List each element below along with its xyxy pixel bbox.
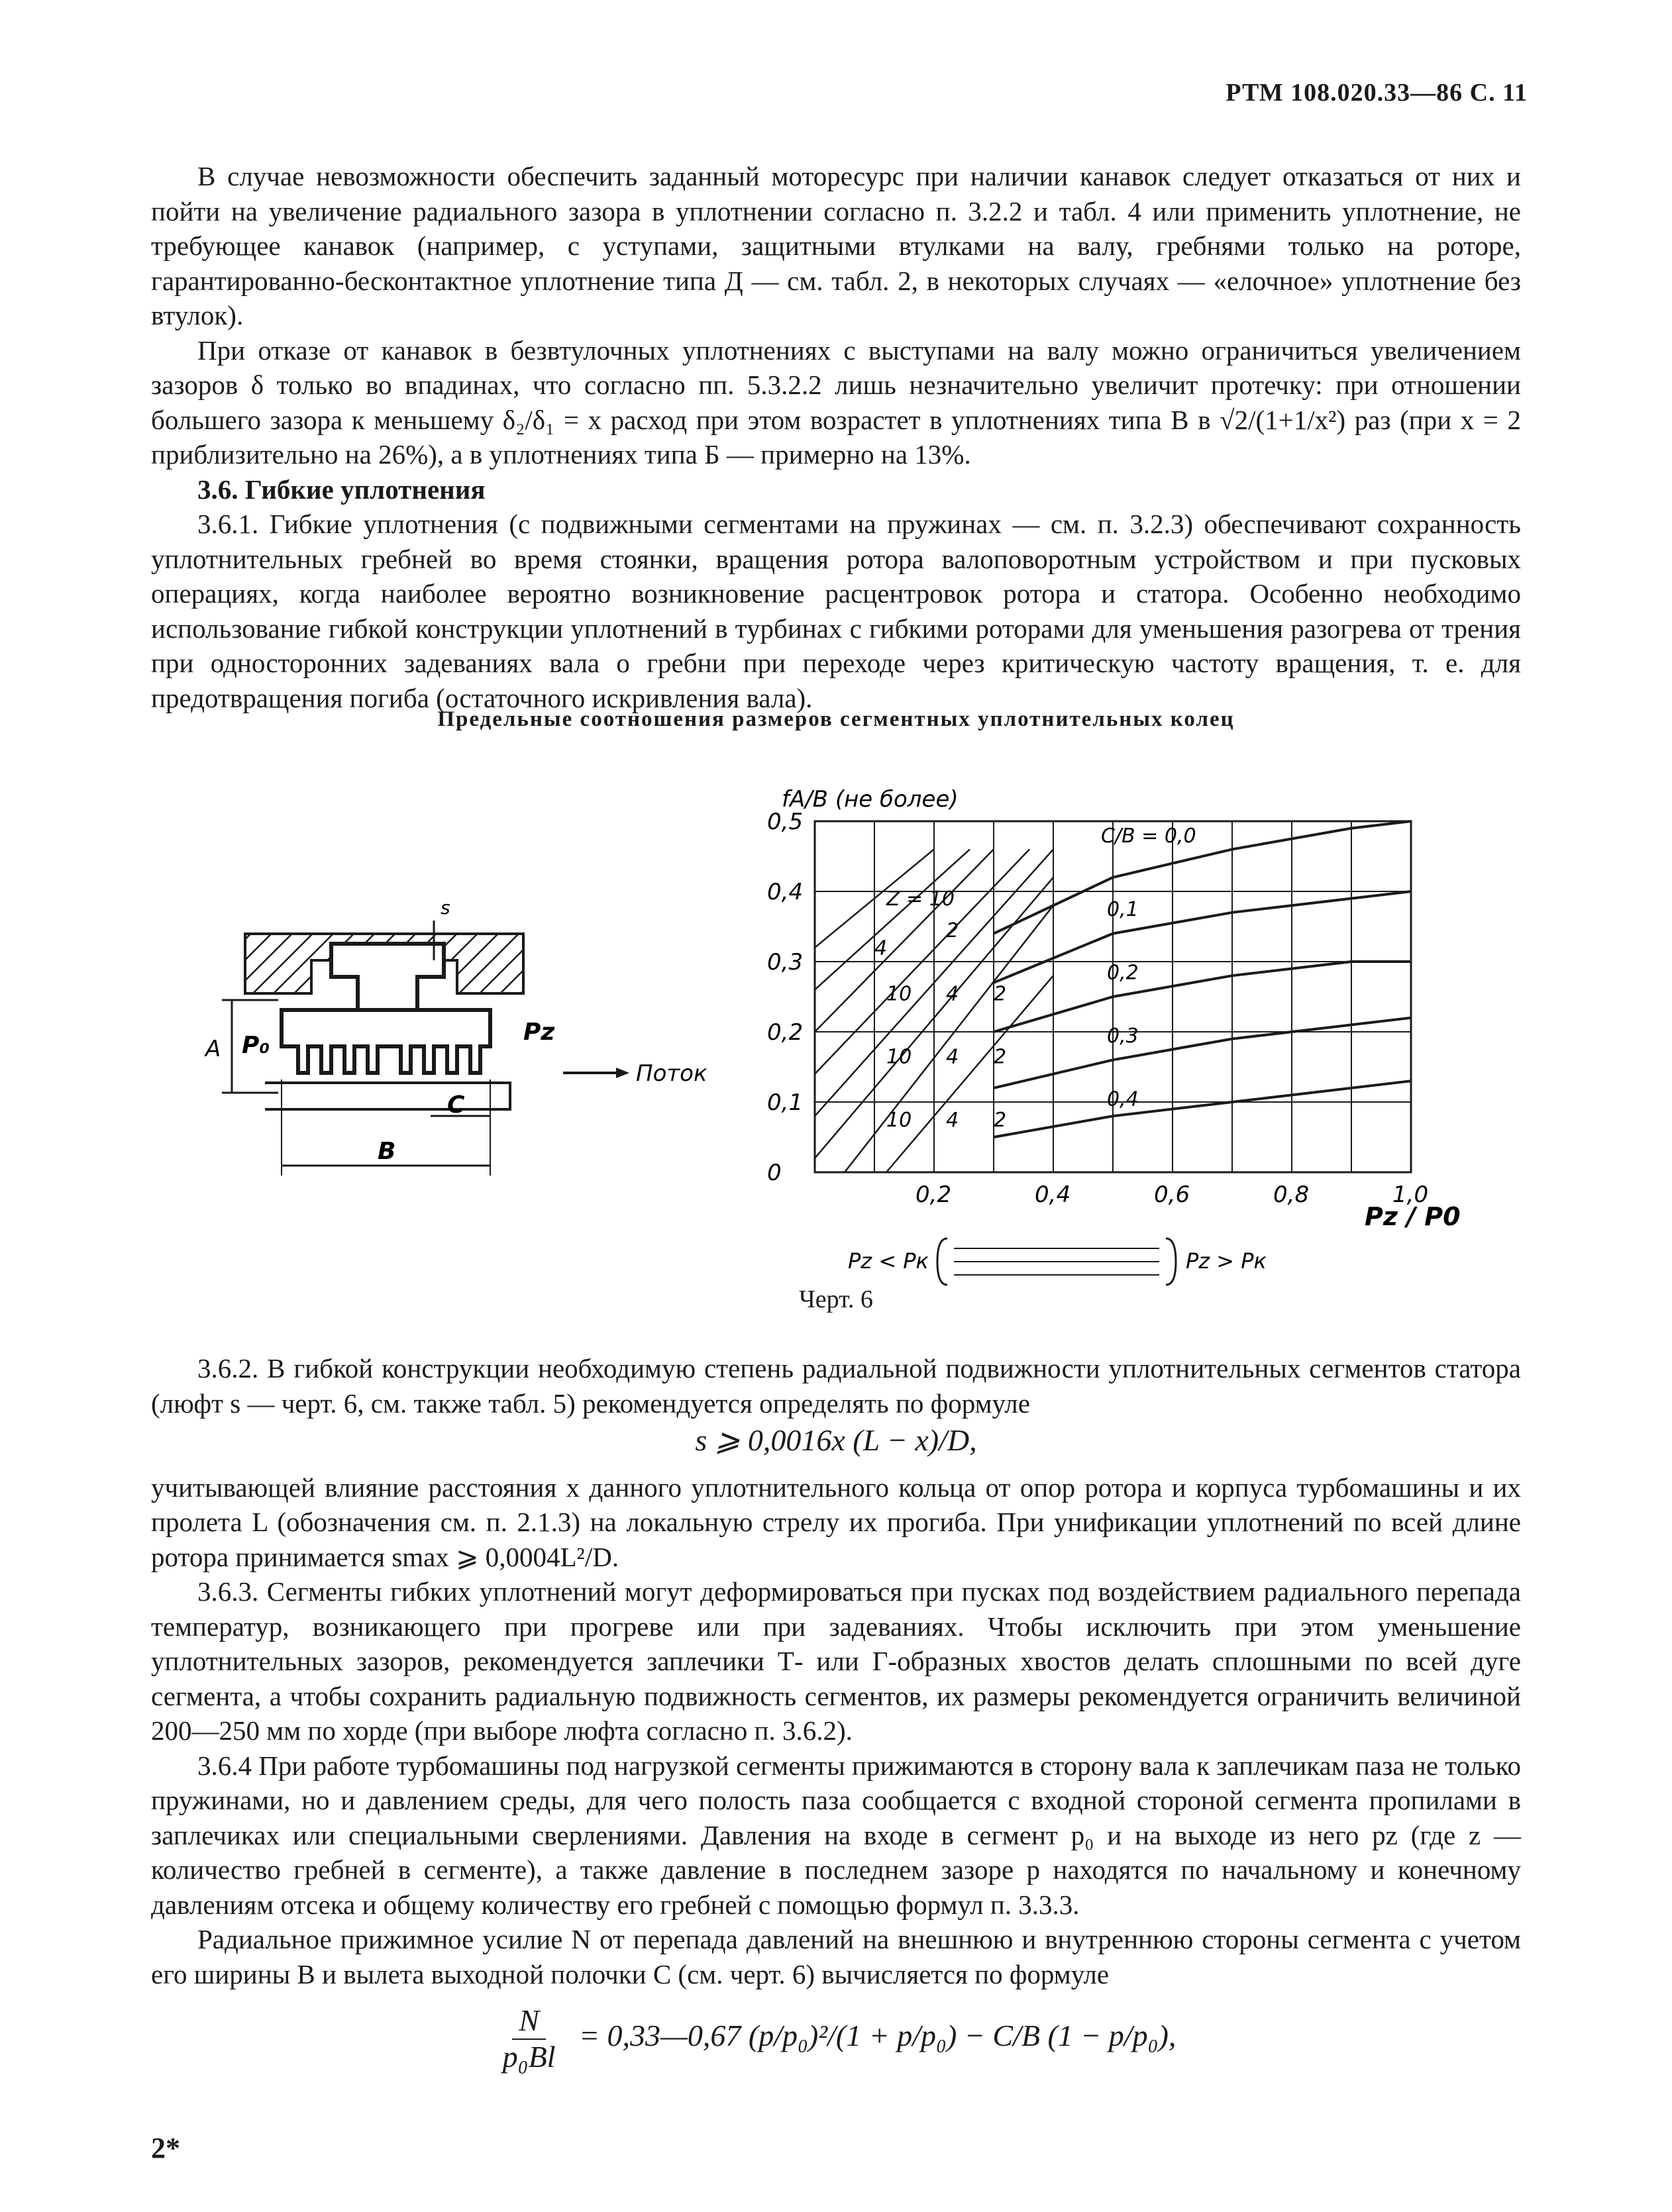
x-tick-label: 0,4 xyxy=(1035,1181,1071,1208)
paragraph-3-6-2: 3.6.2. В гибкой конструкции необходимую степень радиальной подвижности уплотнительных сегментов статора (люфт s — черт. 6, см. также табл. 5) рекомендуется определять по формуле xyxy=(151,1353,1521,1419)
label-Pz: Pz xyxy=(523,1019,555,1046)
series-line xyxy=(994,962,1411,1032)
seal-ratio-chart xyxy=(762,768,1490,1232)
chart-annotation: 4 xyxy=(946,1109,959,1132)
figure-caption: Черт. 6 xyxy=(799,1285,873,1313)
chart-annotation: 2 xyxy=(994,1109,1007,1132)
chart-annotation: 0,4 xyxy=(1107,1087,1139,1111)
segment-tail xyxy=(331,944,444,1010)
chart-annotation: 0,1 xyxy=(1107,898,1139,922)
label-C: C xyxy=(447,1091,465,1119)
chart-annotation: 10 xyxy=(886,982,912,1006)
text-block-bottom xyxy=(151,1351,1521,2086)
text-block-top xyxy=(151,159,1521,715)
chart-annotation: 4 xyxy=(874,936,888,960)
paragraph: При отказе от канавок в безвтулочных уплотнениях с выступами на валу можно ограничиться увеличением зазоров δ только во впадинах, что согласно пп. 5.3.2.2 лишь незначительно увеличит протечку: при отношении большего зазора к меньшему δ₂/δ₁ = x расход при этом возрастет в уплотнениях типа В в √2/(1+1/x²) раз (при x = 2 приблизительно на 26%), а в уплотнениях типа Б — примерно на 13%. xyxy=(151,334,1521,470)
series-line xyxy=(994,1018,1411,1088)
chart-annotation: 10 xyxy=(886,1045,912,1069)
chart-annotation: 4 xyxy=(946,982,959,1006)
label-flow: Поток xyxy=(636,1060,707,1087)
running-title: РТМ 108.020.33—86 С. 11 xyxy=(1226,79,1528,107)
formula-radial-force: $\frac{N}{\text{p₀Bl}}$ = 0,33—0,67 (p/p₀)²/(1 + p/p₀) − C/B (1 − p/p₀), xyxy=(151,2003,1521,2074)
y-tick-label: 0,4 xyxy=(767,879,804,905)
label-B: B xyxy=(378,1138,396,1165)
chart-annotation: Z = 10 xyxy=(886,887,955,911)
x-tick-label: 0,2 xyxy=(915,1181,952,1208)
y-tick-label: 0,3 xyxy=(767,949,804,976)
paragraph-radial-force: Радиальное прижимное усилие N от перепада давлений на внешнюю и внутреннюю стороны сегмента с учетом его ширины B и вылета выходной полочки C (см. черт. 6) вычисляется по формуле xyxy=(151,1924,1521,1989)
series-line xyxy=(994,1081,1411,1137)
section-heading: 3.6. Гибкие уплотнения xyxy=(197,474,486,505)
y-tick-label: 0,1 xyxy=(767,1089,804,1116)
formula-clearance: s ⩾ 0,0016x (L − x)/D, xyxy=(695,1423,977,1457)
paragraph-3-6-4: 3.6.4 При работе турбомашины под нагрузкой сегменты прижимаются в сторону вала к заплечикам паза не только пружинами, но и давлением среды, для чего полость паза сообщается с входной стороной сегмента пропилами в заплечиках или специальными сверлениями. Давления на входе в сегмент p₀ и на выходе из него pz (где z — количество гребней в сегменте), а также давление в последнем зазоре p находятся по начальному и конечному давлениям отсека и общему количеству его гребней с помощью формул п. 3.3.3. xyxy=(151,1750,1521,1920)
chart-ticks xyxy=(767,809,1428,1208)
x-axis-label: Pz / P0 xyxy=(1365,1202,1461,1231)
y-tick-label: 0,5 xyxy=(767,809,804,835)
segment-body xyxy=(282,1010,490,1073)
chart-annotation: 2 xyxy=(946,919,959,942)
x-tick-label: 1,0 xyxy=(1392,1181,1429,1208)
chart-annotation: 0,2 xyxy=(1107,961,1139,985)
label-P0: P₀ xyxy=(242,1032,270,1059)
paragraph-3-6-2-cont: учитывающей влияние расстояния x данного уплотнительного кольца от опор ротора и корпуса турбомашины и их пролета L (обозначения см. п. 2.1.3) на локальную стрелу их прогиба. При унификации уплотнений по всей длине ротора принимается smax ⩾ 0,0004L²/D. xyxy=(151,1472,1521,1572)
y-tick-label: 0,2 xyxy=(767,1019,804,1046)
formula-fraction: $\frac{N}{\text{p₀Bl}}$ xyxy=(502,2003,556,2074)
paragraph-3-6-1: 3.6.1. Гибкие уплотнения (с подвижными сегментами на пружинах — см. п. 3.2.3) обеспечивают сохранность уплотнительных гребней во время стоянки, вращения ротора валоповоротным устройством и при пусковых операциях, когда наиболее вероятно возникновение расцентровок ротора и статора. Особенно необходимо использование гибкой конструкции уплотнений в турбинах с гибкими роторами для уменьшения разогрева от трения при односторонних задеваниях вала о гребни при переходе через критическую частоту вращения, т. е. для предотвращения погиба (остаточного искривления вала). xyxy=(151,509,1521,713)
chart-title: fA/B (не более) xyxy=(782,786,959,813)
chart-annotation: 2 xyxy=(994,1045,1007,1069)
chart-annotation: 4 xyxy=(946,1045,959,1069)
chart-annotation: 2 xyxy=(994,982,1007,1006)
label-A: A xyxy=(205,1036,221,1062)
footer-mark: 2* xyxy=(151,2132,180,2164)
pressure-range-legend xyxy=(848,1232,1312,1291)
label-pz-greater: Pz > Pк xyxy=(1186,1248,1267,1274)
chart-annotation: 0,3 xyxy=(1107,1024,1139,1048)
paragraph-3-6-3: 3.6.3. Сегменты гибких уплотнений могут деформироваться при пусках под воздействием радиального перепада температур, возникающего при прогреве или при задеваниях. Чтобы исключить при этом уменьшение уплотнительных зазоров, рекомендуется заплечики Т- или Г-образных хвостов делать сплошными по всей дуге сегмента, а чтобы сохранить радиальную подвижность сегментов, их размеры рекомендуется ограничить величиной 200—250 мм по хорде (при выборе люфта согласно п. 3.6.2). xyxy=(151,1576,1521,1746)
shaft xyxy=(265,1083,510,1109)
label-pz-less: Pz < Pк xyxy=(848,1248,929,1274)
paragraph: В случае невозможности обеспечить заданный моторесурс при наличии канавок следует отказаться от них и пойти на увеличение радиального зазора в уплотнении согласно п. 3.2.2 и табл. 4 или применить уплотнение, не требующее канавок (например, с уступами, защитными втулками на валу, гребнями только на роторе, гарантированно-бесконтактное уплотнение типа Д — см. табл. 2, в некоторых случаях — «елочное» уплотнение без втулок). xyxy=(151,161,1521,330)
label-s: s xyxy=(441,897,450,919)
figure-title: Предельные соотношения размеров сегментных уплотнительных колец xyxy=(437,707,1235,731)
x-tick-label: 0,8 xyxy=(1273,1181,1310,1208)
seal-sketch xyxy=(179,881,709,1199)
y-tick-label: 0 xyxy=(767,1160,782,1186)
x-tick-label: 0,6 xyxy=(1154,1181,1190,1208)
chart-annotation: 10 xyxy=(886,1109,912,1132)
chart-annotation: C/B = 0,0 xyxy=(1101,824,1196,848)
